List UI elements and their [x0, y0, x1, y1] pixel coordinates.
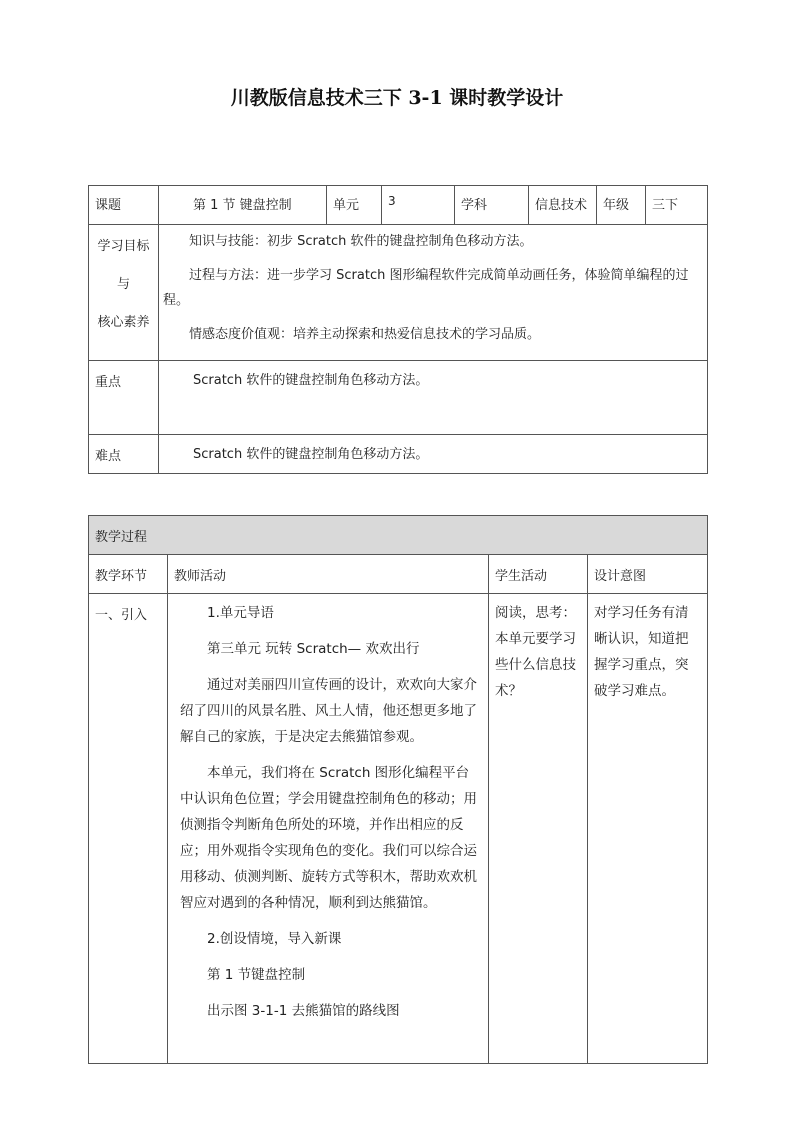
- goals-label-cell: [89, 225, 159, 361]
- focus-text: Scratch 软件的键盘控制角色移动方法。: [193, 373, 429, 388]
- lesson-info-table: [88, 185, 708, 474]
- teacher-p5: 2.创设情境，导入新课: [207, 931, 342, 947]
- unit-value-cell: [382, 186, 455, 225]
- design-intent: 对学习任务有清晰认识，知道把握学习重点，突破学习难点。: [594, 605, 689, 699]
- teacher-p1: 1.单元导语: [207, 605, 274, 621]
- subject-label-cell: [455, 186, 529, 225]
- grade-value: 三下: [652, 198, 679, 213]
- goal-knowledge: 知识与技能：初步 Scratch 软件的键盘控制角色移动方法。: [189, 234, 533, 249]
- col-stage-cell: [89, 555, 168, 594]
- difficulty-label-cell: [89, 435, 159, 474]
- focus-label-cell: [89, 361, 159, 435]
- student-activity-cell: [489, 594, 588, 1064]
- unit-label-cell: [327, 186, 382, 225]
- teacher-p2: 第三单元 玩转 Scratch— 欢欢出行: [207, 641, 420, 657]
- teacher-p7: 出示图 3-1-1 去熊猫馆的路线图: [207, 1003, 400, 1019]
- unit-label: 单元: [333, 198, 360, 213]
- page-title: 川教版信息技术三下 3-1 课时教学设计: [230, 87, 564, 109]
- subject-value: 信息技术: [535, 198, 588, 213]
- design-intent-cell: [588, 594, 708, 1064]
- stage-cell: [89, 594, 168, 1064]
- col-student: 学生活动: [495, 569, 548, 584]
- goal-emotion: 情感态度价值观：培养主动探索和热爱信息技术的学习品质。: [189, 327, 541, 342]
- col-intent: 设计意图: [594, 569, 647, 584]
- difficulty-label: 难点: [95, 449, 122, 464]
- lesson-label-cell: [89, 186, 159, 225]
- grade-label: 年级: [603, 198, 630, 213]
- goals-label-line1: 学习目标: [97, 239, 150, 254]
- teacher-p4: 本单元，我们将在 Scratch 图形化编程平台中认识角色位置；学会用键盘控制角色的移动；用侦测指令判断角色所处的环境，并作出相应的反应；用外观指令实现角色的变化。我们可以综合运用移动、侦测判断、旋转方式等积木，帮助欢欢机智应对遇到的各种情况，顺利到达熊猫馆。: [180, 765, 477, 911]
- process-header: 教学过程: [95, 530, 148, 545]
- teacher-p3: 通过对美丽四川宣传画的设计，欢欢向大家介绍了四川的风景名胜、风土人情，他还想更多地了解自己的家族，于是决定去熊猫馆参观。: [180, 677, 477, 745]
- focus-label: 重点: [95, 375, 122, 390]
- teacher-activity-cell: [168, 594, 489, 1064]
- lesson-label: 课题: [95, 198, 122, 213]
- col-intent-cell: [588, 555, 708, 594]
- goal-process: 过程与方法：进一步学习 Scratch 图形编程软件完成简单动画任务，体验简单编程的过程。: [163, 268, 689, 308]
- process-header-cell: [89, 516, 708, 555]
- stage-text: 一、引入: [95, 608, 148, 623]
- goals-label-line2: 与: [116, 277, 130, 292]
- difficulty-text-cell: [159, 435, 708, 474]
- subject-value-cell: [529, 186, 597, 225]
- teaching-process-table: [88, 515, 708, 1064]
- student-activity: 阅读，思考：本单元要学习些什么信息技术？: [495, 605, 576, 699]
- grade-label-cell: [597, 186, 646, 225]
- difficulty-text: Scratch 软件的键盘控制角色移动方法。: [193, 447, 429, 462]
- unit-value: 3: [388, 194, 396, 208]
- subject-label: 学科: [461, 198, 488, 213]
- teacher-p6: 第 1 节键盘控制: [207, 967, 306, 983]
- goals-label-line3: 核心素养: [97, 315, 150, 330]
- lesson-value: 第 1 节 键盘控制: [193, 198, 292, 213]
- goals-body-cell: [159, 225, 708, 361]
- focus-text-cell: [159, 361, 708, 435]
- col-teacher-cell: [168, 555, 489, 594]
- lesson-value-cell: [159, 186, 327, 225]
- grade-value-cell: [646, 186, 708, 225]
- col-student-cell: [489, 555, 588, 594]
- col-teacher: 教师活动: [174, 569, 227, 584]
- col-stage: 教学环节: [95, 569, 148, 584]
